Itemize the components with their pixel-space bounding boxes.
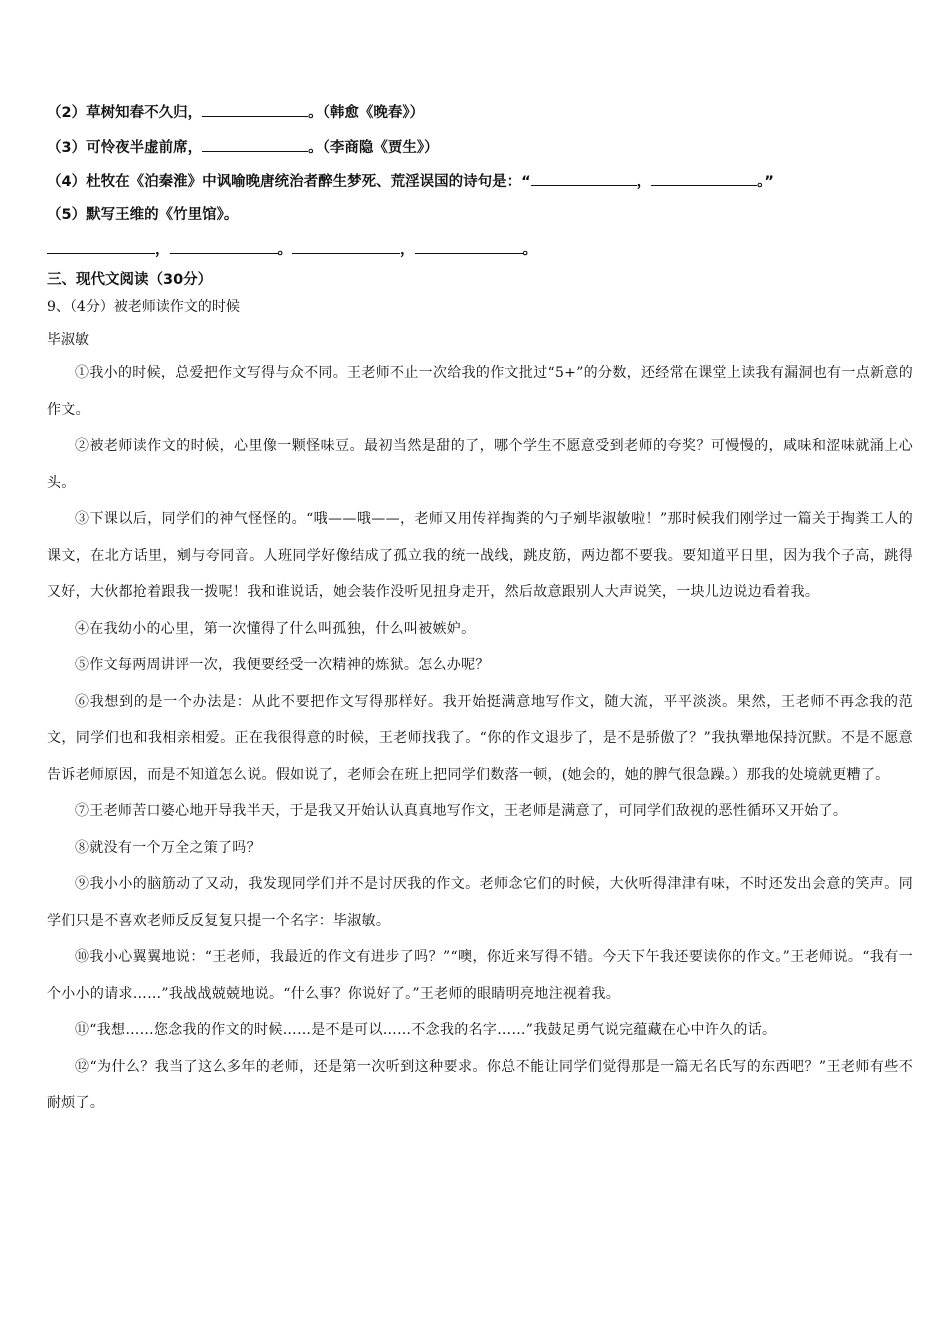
paragraph: ⑨我小小的脑筋动了又动，我发现同学们并不是讨厌我的作文。老师念它们的时候，大伙听得津津有味，不时还发出会意的笑声。同学们只是不喜欢老师反反复复只提一个名字：毕淑敏。: [47, 876, 913, 929]
article-body: [47, 355, 913, 1122]
paragraph: ②被老师读作文的时候，心里像一颗怪味豆。最初当然是甜的了，哪个学生不愿意受到老师的夸奖？可慢慢的，咸味和涩味就涌上心头。: [47, 438, 913, 491]
answer-blank: [202, 137, 308, 152]
poetry-item-4: [47, 171, 774, 192]
answer-blank: [415, 239, 523, 254]
poetry-item-5-blanks: [47, 239, 537, 260]
section-heading: 三、现代文阅读（30分）: [47, 272, 213, 288]
answer-blank: [651, 171, 757, 186]
sep: ，: [400, 242, 415, 258]
paragraph: ⑤作文每两周讲评一次，我便要经受一次精神的炼狱。怎么办呢？: [75, 657, 490, 673]
poetry-item-3-label: （3）可怜夜半虚前席，: [47, 140, 203, 156]
poetry-item-3: [47, 137, 439, 158]
poetry-item-2-suffix: 。（韩愈《晚春》）: [308, 105, 425, 121]
answer-blank: [170, 239, 278, 254]
poetry-item-2-label: （2）草树知春不久归，: [47, 105, 203, 121]
article-author: 毕淑敏: [47, 332, 89, 348]
paragraph: ⑫“为什么？我当了这么多年的老师，还是第一次听到这种要求。你总不能让同学们觉得那是一篇无名氏写的东西吧？”王老师有些不耐烦了。: [47, 1058, 913, 1111]
poetry-item-4-suffix: 。”: [757, 174, 774, 190]
sep: 。: [522, 242, 537, 258]
answer-blank: [202, 102, 308, 117]
paragraph: ④在我幼小的心里，第一次懂得了什么叫孤独，什么叫被嫉妒。: [75, 620, 476, 637]
poetry-item-4-sep: ，: [636, 174, 652, 190]
paragraph: ⑩我小心翼翼地说：“王老师，我最近的作文有进步了吗？”“噢，你近来写得不错。今天下午我还要读你的作文。”王老师说。“我有一个小小的请求……”我战战兢兢地说。“什么事？你说好了。”王老师的眼睛明亮地注视着我。: [47, 949, 913, 1002]
answer-blank: [531, 171, 637, 186]
paragraph: ⑥我想到的是一个办法是：从此不要把作文写得那样好。我开始挺满意地写作文，随大流，平平淡淡。果然，王老师不再念我的范文，同学们也和我相亲相爱。正在我很得意的时候，王老师找我了。“你的作文退步了，是不是骄傲了？”我执犟地保持沉默。不是不愿意告诉老师原因，而是不知道怎么说。假如说了，老师会在班上把同学们数落一顿，(她会的，她的脾气很急躁。）那我的处境就更糟了。: [47, 693, 913, 783]
paragraph: ⑦王老师苦口婆心地开导我半天，于是我又开始认认真真地写作文，王老师是满意了，可同学们敌视的恶性循环又开始了。: [75, 803, 848, 819]
question-title: 9、（4分）被老师读作文的时候: [47, 299, 240, 315]
poetry-item-2: [47, 102, 424, 123]
answer-blank: [292, 239, 400, 254]
paragraph: ⑪“我想……您念我的作文的时候……是不是可以……不念我的名字……”我鼓足勇气说完蕴藏在心中许久的话。: [75, 1022, 777, 1038]
paragraph: ⑧就没有一个万全之策了吗？: [75, 839, 261, 856]
poetry-item-5-label: （5）默写王维的《竹里馆》。: [47, 207, 239, 223]
answer-blank: [47, 239, 155, 254]
sep: 。: [277, 242, 292, 258]
poetry-item-3-suffix: 。（李商隐《贾生》）: [308, 140, 439, 156]
poetry-item-4-prefix: （4）杜牧在《泊秦淮》中讽喻晚唐统治者醉生梦死、荒淫误国的诗句是：“: [47, 174, 531, 190]
paragraph: ①我小的时候，总爱把作文写得与众不同。王老师不止一次给我的作文批过“5+”的分数，还经常在课堂上读我有漏洞也有一点新意的作文。: [47, 365, 913, 418]
sep: ，: [155, 242, 170, 258]
paragraph: ③下课以后，同学们的神气怪怪的。“哦——哦——，老师又用传祥掏粪的勺子剜毕淑敏啦！”那时候我们刚学过一篇关于掏粪工人的课文，在北方话里，剜与夸同音。人班同学好像结成了孤立我的统一战线，跳皮筋，两边都不要我。要知道平日里，因为我个子高，跳得又好，大伙都抢着跟我一拨呢！我和谁说话，她会装作没听见扭身走开，然后故意跟别人大声说笑，一块儿边说边看着我。: [47, 511, 913, 600]
